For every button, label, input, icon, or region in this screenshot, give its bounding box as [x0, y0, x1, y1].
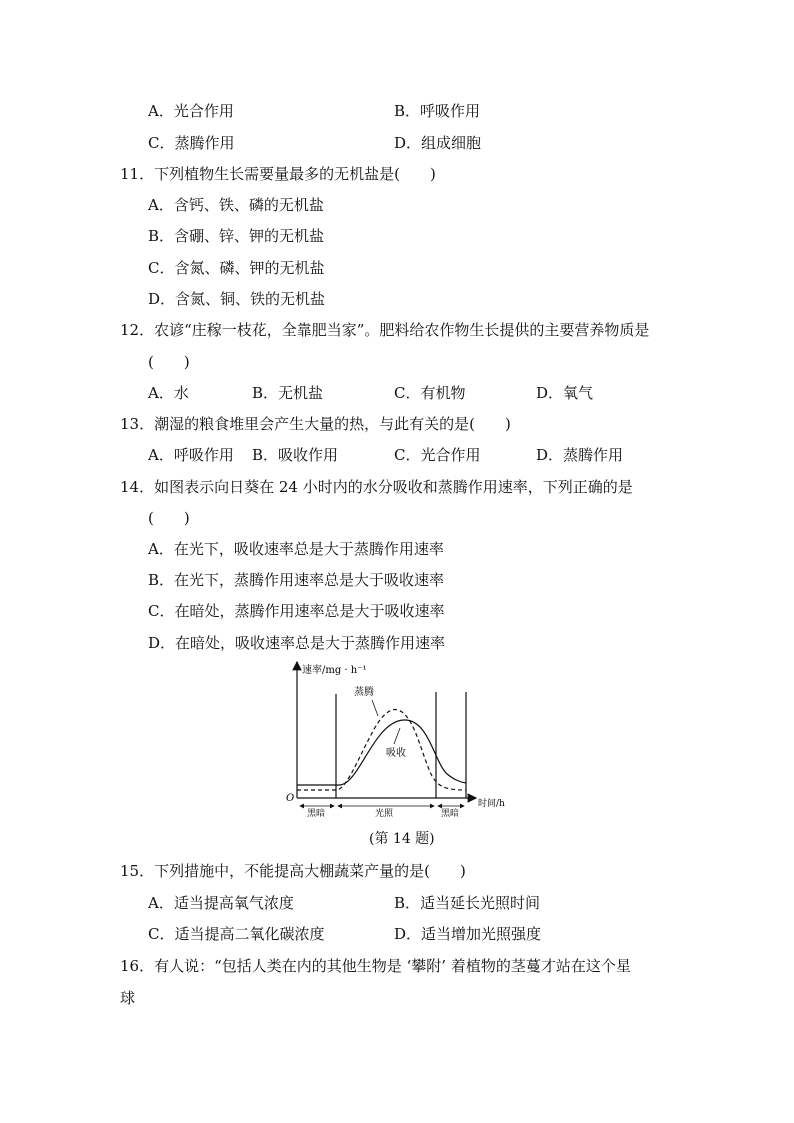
q10-option-c: C．蒸腾作用: [148, 134, 235, 152]
q14-answer-paren: ( ): [148, 509, 190, 527]
q10-option-a: A．光合作用: [148, 102, 234, 120]
q12-stem: 12．农谚“庄稼一枝花，全靠肥当家”。肥料给农作物生长提供的主要营养物质是: [120, 321, 650, 339]
q14-option-c: C．在暗处，蒸腾作用速率总是大于吸收速率: [148, 602, 445, 620]
figure-caption: (第 14 题): [369, 831, 435, 847]
q14-option-b: B．在光下，蒸腾作用速率总是大于吸收速率: [148, 571, 445, 589]
q11-option-d: D．含氮、铜、铁的无机盐: [148, 290, 326, 308]
transpiration-leader: [372, 700, 378, 716]
absorption-leader: [394, 728, 400, 744]
q12-answer-paren: ( ): [148, 353, 190, 371]
absorption-curve: [297, 720, 466, 785]
q16-stem: 16．有人说：“包括人类在内的其他生物是 ‘攀附’ 着植物的茎蔓才站在这个星: [120, 957, 631, 975]
q15-option-b: B．适当延长光照时间: [394, 894, 541, 912]
q10-option-b: B．呼吸作用: [394, 102, 481, 120]
q15-option-a: A．适当提高氧气浓度: [148, 894, 294, 912]
q12-option-d: D．氧气: [536, 384, 594, 402]
segment-dark-1: 黑暗: [307, 809, 326, 818]
q14-option-d: D．在暗处，吸收速率总是大于蒸腾作用速率: [148, 634, 446, 652]
q12-option-c: C．有机物: [394, 384, 466, 402]
q11-option-b: B．含硼、锌、钾的无机盐: [148, 227, 325, 245]
q10-option-d: D．组成细胞: [394, 134, 482, 152]
q14-rate-figure: [282, 658, 522, 818]
q14-option-a: A．在光下，吸收速率总是大于蒸腾作用速率: [148, 540, 444, 558]
segment-dark-2: 黑暗: [441, 809, 460, 818]
origin-label: O: [286, 793, 295, 804]
q11-option-c: C．含氮、磷、钾的无机盐: [148, 259, 325, 277]
x-axis-label: 时间/h: [478, 799, 505, 809]
q13-option-d: D．蒸腾作用: [536, 446, 624, 464]
q14-stem: 14．如图表示向日葵在 24 小时内的水分吸收和蒸腾作用速率，下列正确的是: [120, 478, 633, 496]
q13-option-b: B．吸收作用: [252, 446, 339, 464]
q11-option-a: A．含钙、铁、磷的无机盐: [148, 196, 324, 214]
q13-stem: 13．潮湿的粮食堆里会产生大量的热，与此有关的是( ): [120, 415, 511, 433]
q13-option-a: A．呼吸作用: [148, 446, 234, 464]
segment-light: 光照: [375, 809, 394, 818]
q15-option-c: C．适当提高二氧化碳浓度: [148, 925, 325, 943]
q15-stem: 15．下列措施中，不能提高大棚蔬菜产量的是( ): [120, 862, 466, 880]
y-axis-label: 速率/mg · h⁻¹: [302, 665, 367, 676]
q13-option-c: C．光合作用: [394, 446, 481, 464]
q16-stem-continued: 球: [120, 989, 136, 1007]
absorption-label: 吸收: [386, 748, 406, 759]
transpiration-label: 蒸腾: [354, 687, 374, 698]
q15-option-d: D．适当增加光照强度: [394, 925, 542, 943]
q12-option-b: B．无机盐: [252, 384, 324, 402]
q11-stem: 11．下列植物生长需要量最多的无机盐是( ): [120, 165, 436, 183]
q12-option-a: A．水: [148, 384, 189, 402]
transpiration-curve: [297, 710, 466, 790]
